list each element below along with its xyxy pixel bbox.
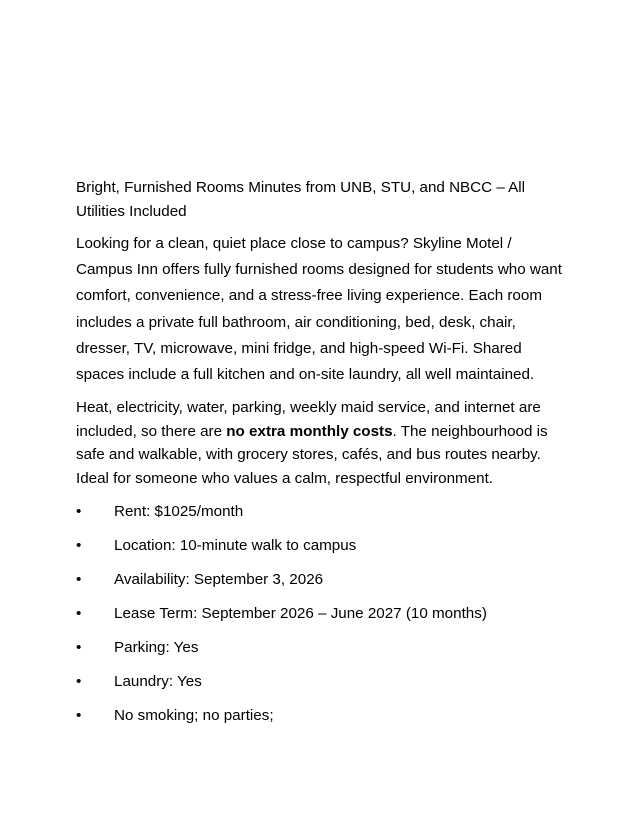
utilities-text-after: . The neighbourhood is safe and walkable, with grocery stores, cafés, and bus routes nearby. Ideal for someone who values a calm, respectful environment. [76,422,548,487]
list-item [76,704,572,738]
bullet-icon: • [76,605,82,623]
bullet-icon: • [76,537,82,555]
utilities-text-before: Heat, electricity, water, parking, weekly maid service, and internet are included, so there are [76,398,541,440]
list-item [76,602,572,636]
list-item [76,636,572,670]
list-item [76,670,572,704]
list-item-text: Lease Term: September 2026 – June 2027 (10 months) [114,605,487,623]
list-item-text: No smoking; no parties; [114,707,274,725]
list-item [76,500,572,534]
list-item [76,568,572,602]
utilities-paragraph [76,396,572,490]
list-item-text: Parking: Yes [114,639,199,657]
bullet-icon: • [76,639,82,657]
list-item-text: Rent: $1025/month [114,503,244,521]
bullet-icon: • [76,571,82,589]
details-list [76,500,572,738]
list-item-text: Laundry: Yes [114,673,202,691]
listing-title: Bright, Furnished Rooms Minutes from UNB, STU, and NBCC – All Utilities Included [76,179,526,220]
bullet-icon: • [76,707,82,725]
utilities-text-bold: no extra monthly costs [226,422,393,440]
list-item-text: Availability: September 3, 2026 [114,571,324,589]
document-page [76,176,572,738]
list-item-text: Location: 10-minute walk to campus [114,537,357,555]
bullet-icon: • [76,673,82,691]
description-paragraph: Looking for a clean, quiet place close to campus? Skyline Motel / Campus Inn offers fully furnished rooms designed for students who want comfort, convenience, and a stress-free living experience. Each room includes a private full bathroom, air conditioning, bed, desk, chair, dresser, TV, microwave, mini fridge, and high-speed Wi-Fi. Shared spaces include a full kitchen and on-site laundry, all well maintained. [76,235,562,383]
bullet-icon: • [76,503,82,521]
list-item [76,534,572,568]
